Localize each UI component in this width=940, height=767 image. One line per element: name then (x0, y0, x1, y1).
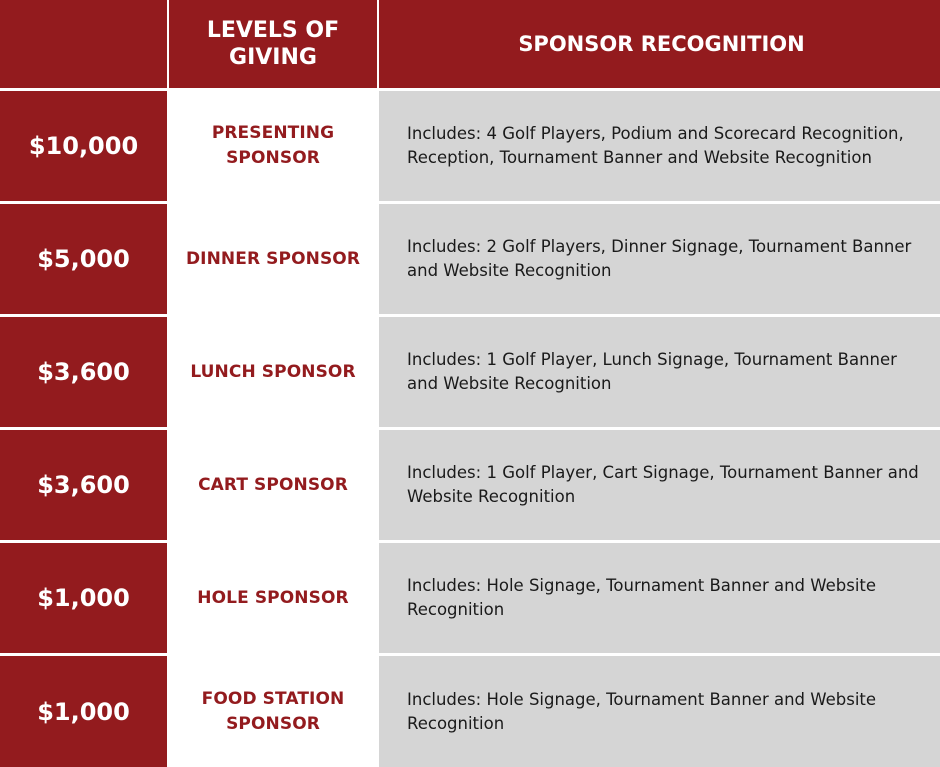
row-amount (0, 430, 167, 540)
row-level (169, 317, 377, 427)
level-name: CART SPONSOR (198, 474, 348, 495)
amount-value: $10,000 (28, 132, 139, 160)
header-sponsor-recognition (379, 0, 940, 88)
row-level (169, 430, 377, 540)
header-levels-of-giving-label: LEVELS OF GIVING (206, 18, 340, 70)
amount-value: $1,000 (37, 697, 130, 726)
row-recognition (379, 91, 940, 201)
amount-value: $1,000 (37, 584, 130, 612)
row-level (169, 543, 377, 653)
row-level (169, 91, 377, 201)
recognition-text: Includes: Hole Signage, Tournament Banner and Website Recognition (407, 689, 877, 733)
row-level (169, 204, 377, 314)
level-name: FOOD STATION SPONSOR (201, 688, 345, 734)
recognition-text: Includes: 1 Golf Player, Lunch Signage, Tournament Banner and Website Recognition (407, 350, 897, 393)
row-amount (0, 317, 167, 427)
level-name: LUNCH SPONSOR (190, 361, 356, 382)
row-recognition (379, 204, 940, 314)
row-amount (0, 204, 167, 314)
amount-value: $5,000 (37, 245, 130, 273)
row-amount (0, 91, 167, 201)
level-name: DINNER SPONSOR (185, 248, 361, 269)
row-recognition (379, 543, 940, 653)
amount-value: $3,600 (37, 358, 130, 386)
row-amount (0, 656, 167, 767)
level-name: HOLE SPONSOR (197, 587, 349, 608)
header-sponsor-recognition-label: SPONSOR RECOGNITION (518, 32, 805, 56)
level-name: PRESENTING SPONSOR (211, 123, 335, 168)
row-level (169, 656, 377, 767)
recognition-text: Includes: 1 Golf Player, Cart Signage, Tournament Banner and Website Recognition (407, 463, 919, 506)
header-amount-cell (0, 0, 167, 88)
row-recognition (379, 317, 940, 427)
header-levels-of-giving (169, 0, 377, 88)
amount-value: $3,600 (37, 471, 130, 499)
recognition-text: Includes: 2 Golf Players, Dinner Signage, Tournament Banner and Website Recognition (407, 237, 912, 280)
recognition-text: Includes: 4 Golf Players, Podium and Scorecard Recognition, Reception, Tournament Banner and Website Recognition (407, 124, 904, 167)
row-amount (0, 543, 167, 653)
row-recognition (379, 430, 940, 540)
recognition-text: Includes: Hole Signage, Tournament Banner and Website Recognition (407, 576, 877, 619)
row-recognition (379, 656, 940, 767)
